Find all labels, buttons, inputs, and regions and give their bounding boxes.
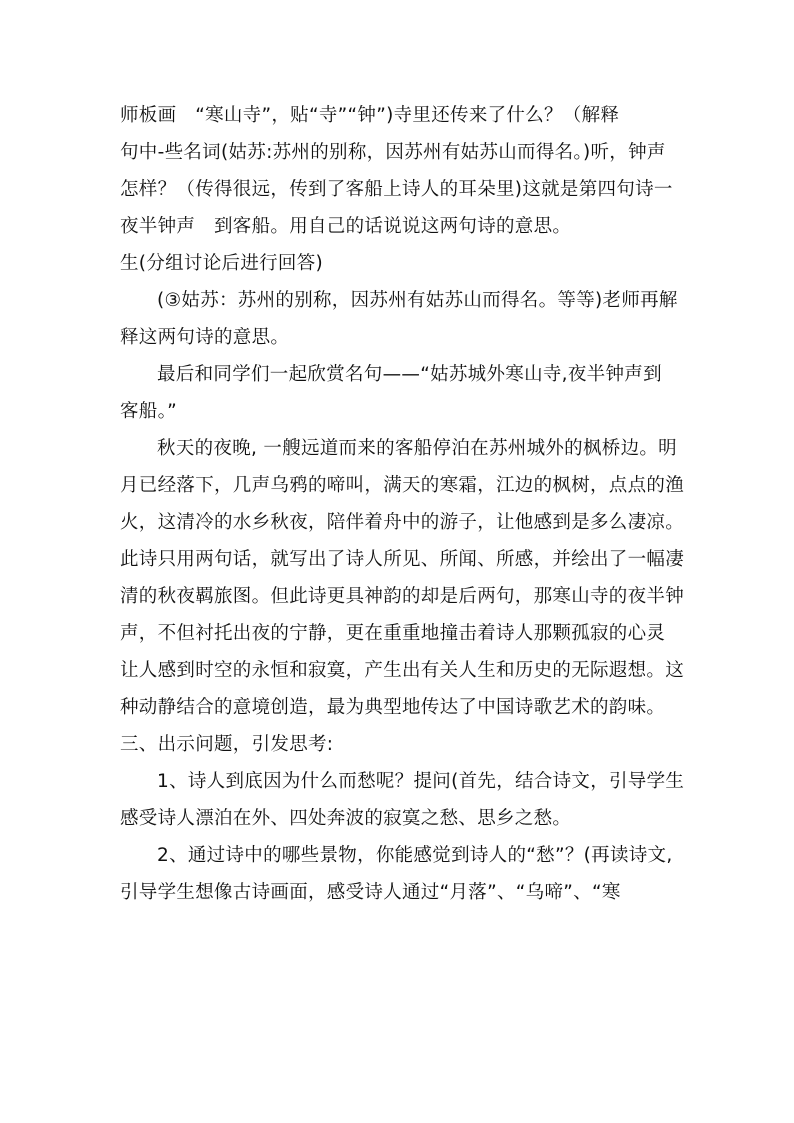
text-line-7: 释这两句诗的意思。 <box>120 327 290 348</box>
text-line-5: 生(分组讨论后进行回答) <box>120 253 324 274</box>
text-line-13: 此诗只用两句话，就写出了诗人所见、所闻、所感，并绘出了一幅凄 <box>120 549 685 570</box>
text-line-20: 感受诗人漂泊在外、四处奔波的寂寞之愁、思乡之愁。 <box>120 808 572 829</box>
text-line-21: 2、通过诗中的哪些景物，你能感觉到诗人的“愁”？(再读诗文, <box>157 845 673 866</box>
text-line-12: 火，这清冷的水乡秋夜，陪伴着舟中的游子，让他感到是多么凄凉。 <box>120 512 685 533</box>
text-line-14: 清的秋夜羁旅图。但此诗更具神韵的却是后两句，那寒山寺的夜半钟 <box>120 586 685 607</box>
text-line-16: 让人感到时空的永恒和寂寞，产生出有关人生和历史的无际遐想。这 <box>120 660 685 681</box>
text-line-3: 怎样？（传得很远，传到了客船上诗人的耳朵里)这就是第四句诗一 <box>120 179 673 200</box>
text-line-15: 声，不但衬托出夜的宁静，更在重重地撞击着诗人那颗孤寂的心灵 <box>120 623 666 644</box>
text-line-18: 三、出示问题，引发思考: <box>120 734 334 755</box>
document-body <box>120 97 685 911</box>
text-line-6: (③姑苏：苏州的别称，因苏州有姑苏山而得名。等等)老师再解 <box>157 290 678 311</box>
text-line-1: 师板画 “寒山寺”，贴“寺”“钟”)寺里还传来了什么？（解释 <box>120 105 620 126</box>
text-line-9: 客船。” <box>120 401 178 422</box>
text-line-4: 夜半钟声 到客船。用自己的话说说这两句诗的意思。 <box>120 216 572 237</box>
text-line-2: 句中-些名词(姑苏:苏州的别称，因苏州有姑苏山而得名。)听，钟声 <box>120 142 666 163</box>
text-line-19: 1、诗人到底因为什么而愁呢？提问(首先，结合诗文，引导学生 <box>157 771 685 792</box>
text-line-17: 种动静结合的意境创造，最为典型地传达了中国诗歌艺术的韵味。 <box>120 697 666 718</box>
text-line-11: 月已经落下，几声乌鸦的啼叫，满天的寒霜，江边的枫树，点点的渔 <box>120 475 685 496</box>
text-line-10: 秋天的夜晚, 一艘远道而来的客船停泊在苏州城外的枫桥边。明 <box>157 438 677 459</box>
text-line-8: 最后和同学们一起欣赏名句——“姑苏城外寒山寺,夜半钟声到 <box>157 364 662 385</box>
text-line-22: 引导学生想像古诗画面，感受诗人通过“月落”、“乌啼”、“寒 <box>120 882 621 903</box>
